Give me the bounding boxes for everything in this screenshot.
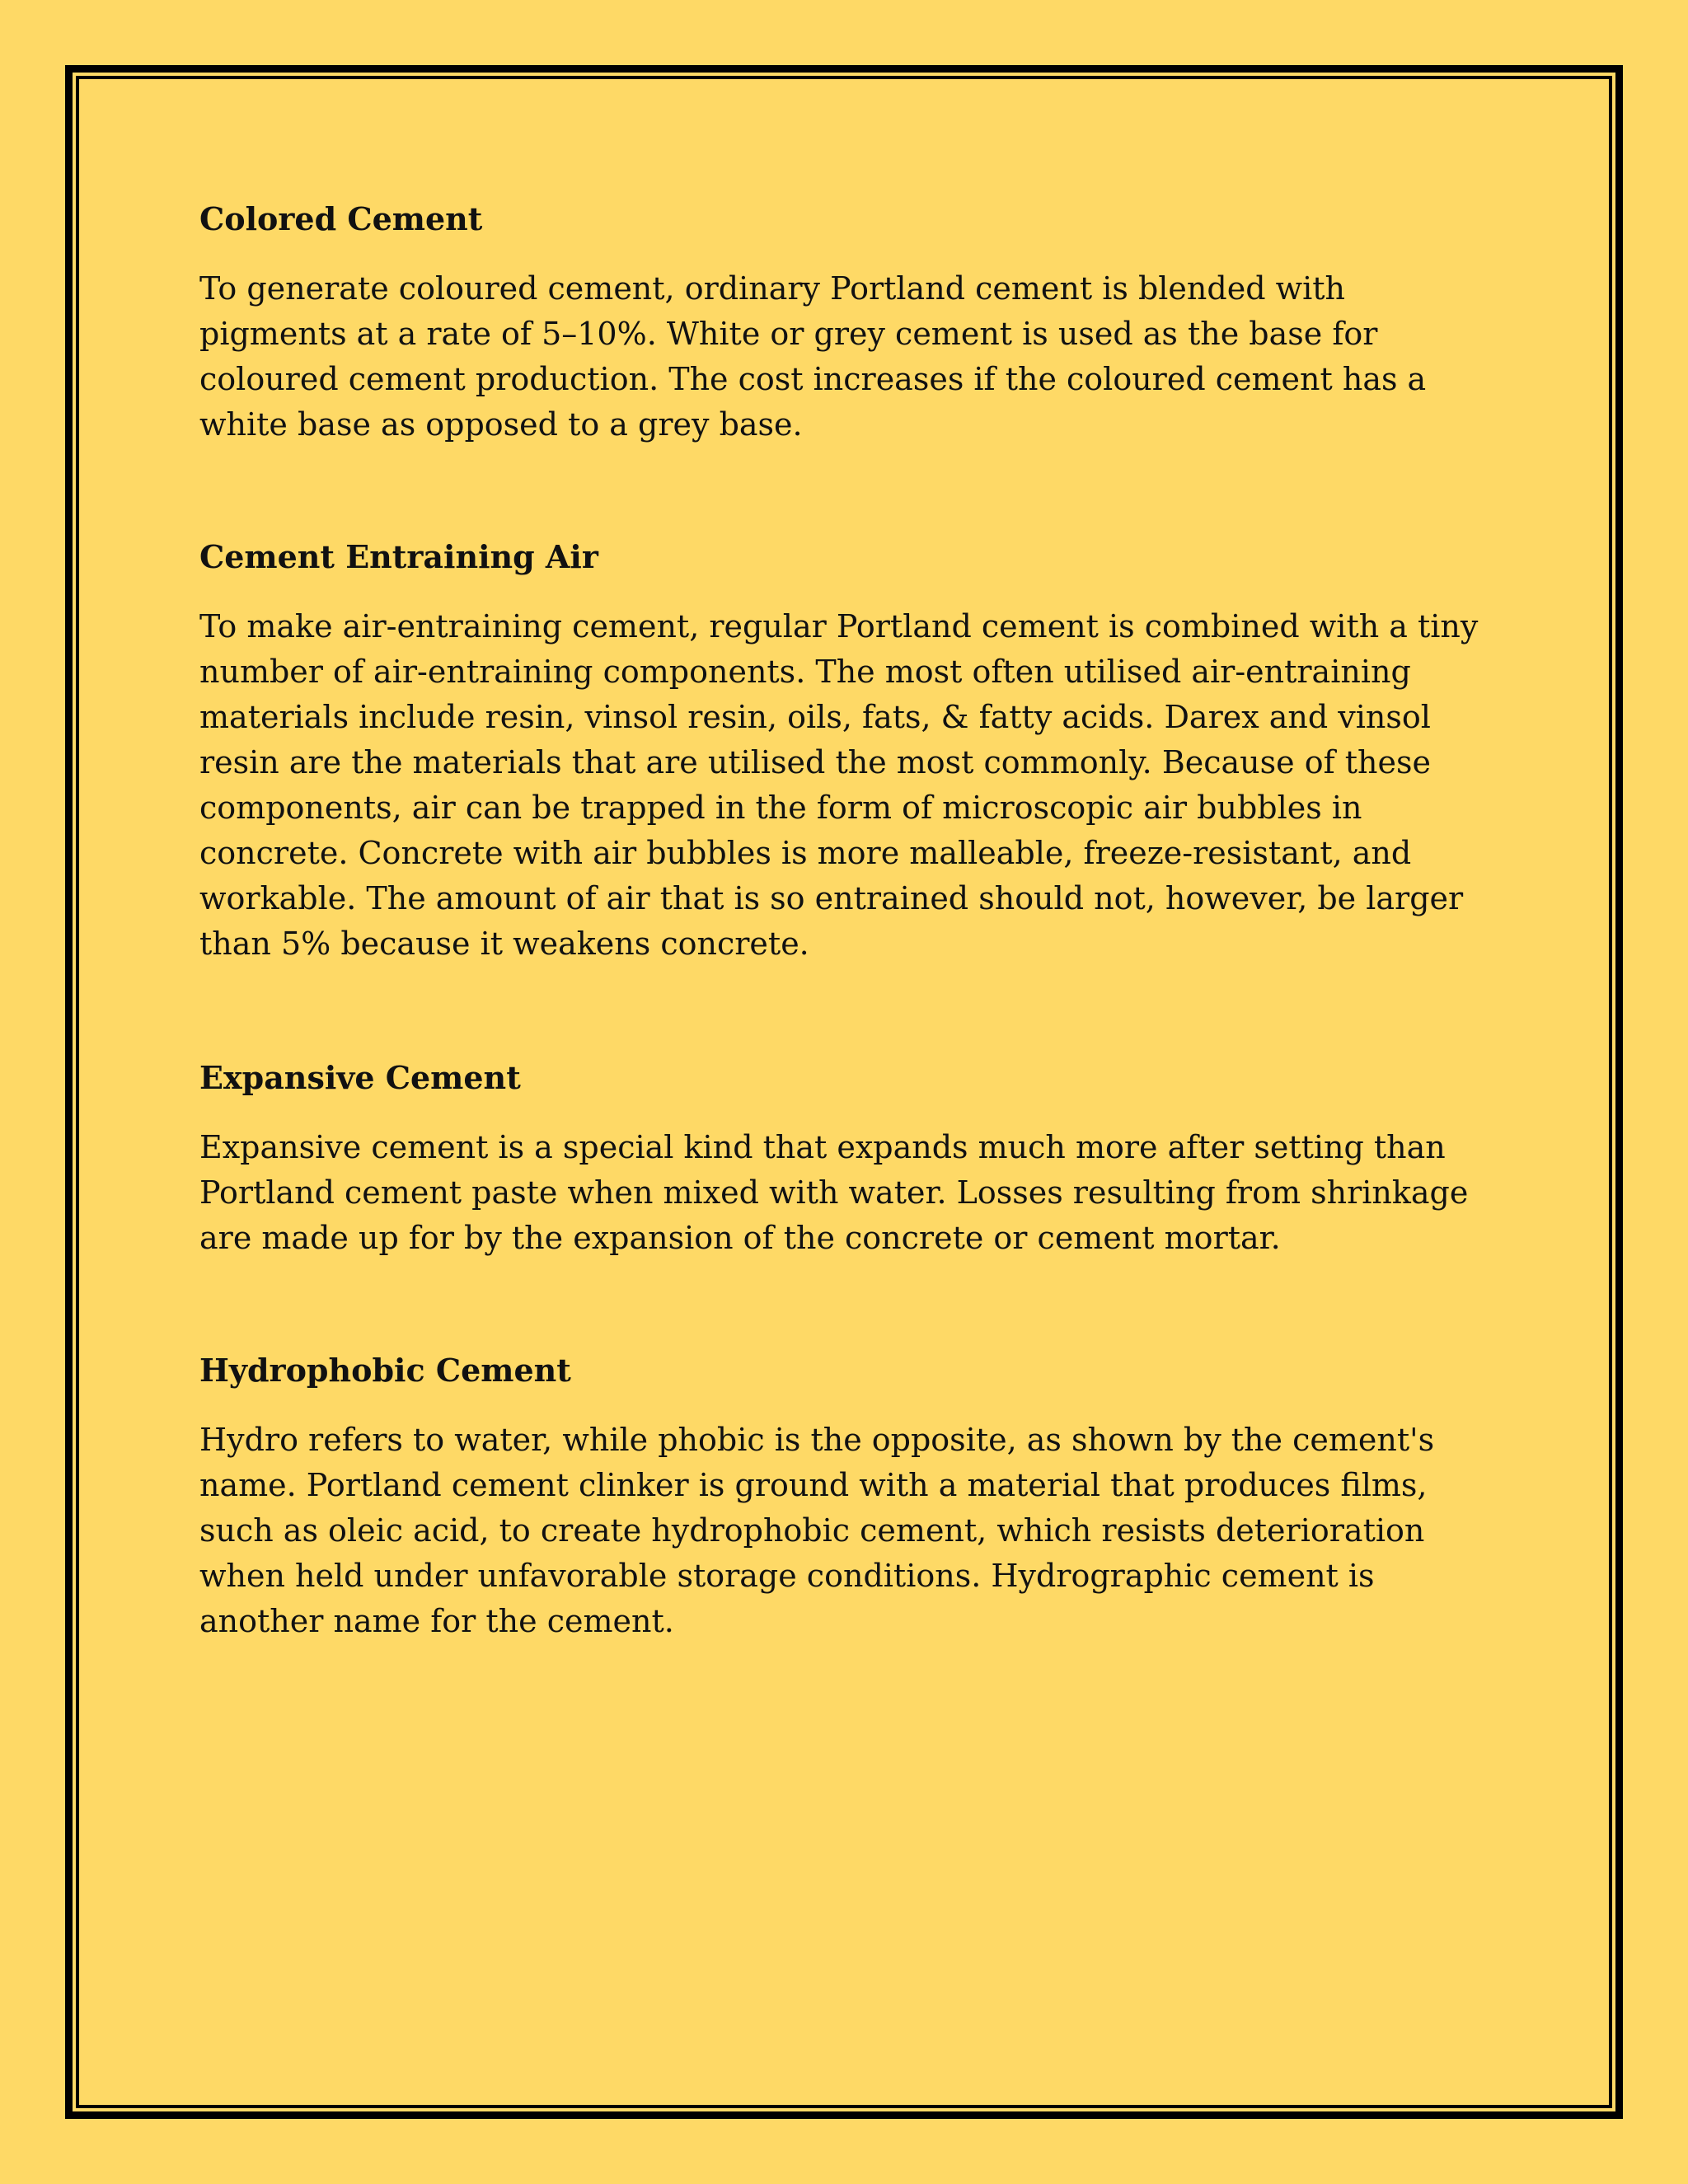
section-heading: Cement Entraining Air — [199, 538, 598, 575]
section-heading: Hydrophobic Cement — [199, 1352, 571, 1389]
section-hydrophobic-cement — [199, 1350, 1502, 1644]
section-colored-cement — [199, 199, 1502, 448]
section-expansive-cement — [199, 1057, 1502, 1261]
section-paragraph: Hydro refers to water, while phobic is the opposite, as shown by the cement's name. Portland cement clinker is ground with a material that produces films, such as oleic acid, to create hydrophobic cement, which resists deterioration when held under unfavorable storage conditions. Hydrographic cement is another name for the cement. — [199, 1422, 1435, 1639]
section-paragraph: To generate coloured cement, ordinary Portland cement is blended with pigments at a rate of 5–10%. White or grey cement is used as the base for coloured cement production. The cost increases if the coloured cement has a white base as opposed to a grey base. — [199, 270, 1427, 443]
section-paragraph: To make air-entraining cement, regular Portland cement is combined with a tiny number of air-entraining components. The most often utilised air-entraining materials include resin, vinsol resin, oils, fats, & fatty acids. Darex and vinsol resin are the materials that are utilised the most commonly. Because of these components, air can be trapped in the form of microscopic air bubbles in concrete. Concrete with air bubbles is more malleable, freeze-resistant, and workable. The amount of air that is so entrained should not, however, be larger than 5% because it weakens concrete. — [199, 608, 1479, 962]
section-heading: Expansive Cement — [199, 1059, 521, 1096]
section-cement-entraining-air — [199, 537, 1502, 967]
section-heading: Colored Cement — [199, 200, 483, 237]
section-paragraph: Expansive cement is a special kind that expands much more after setting than Portland cement paste when mixed with water. Losses resulting from shrinkage are made up for by the expansion of the concrete or cement mortar. — [199, 1129, 1469, 1256]
